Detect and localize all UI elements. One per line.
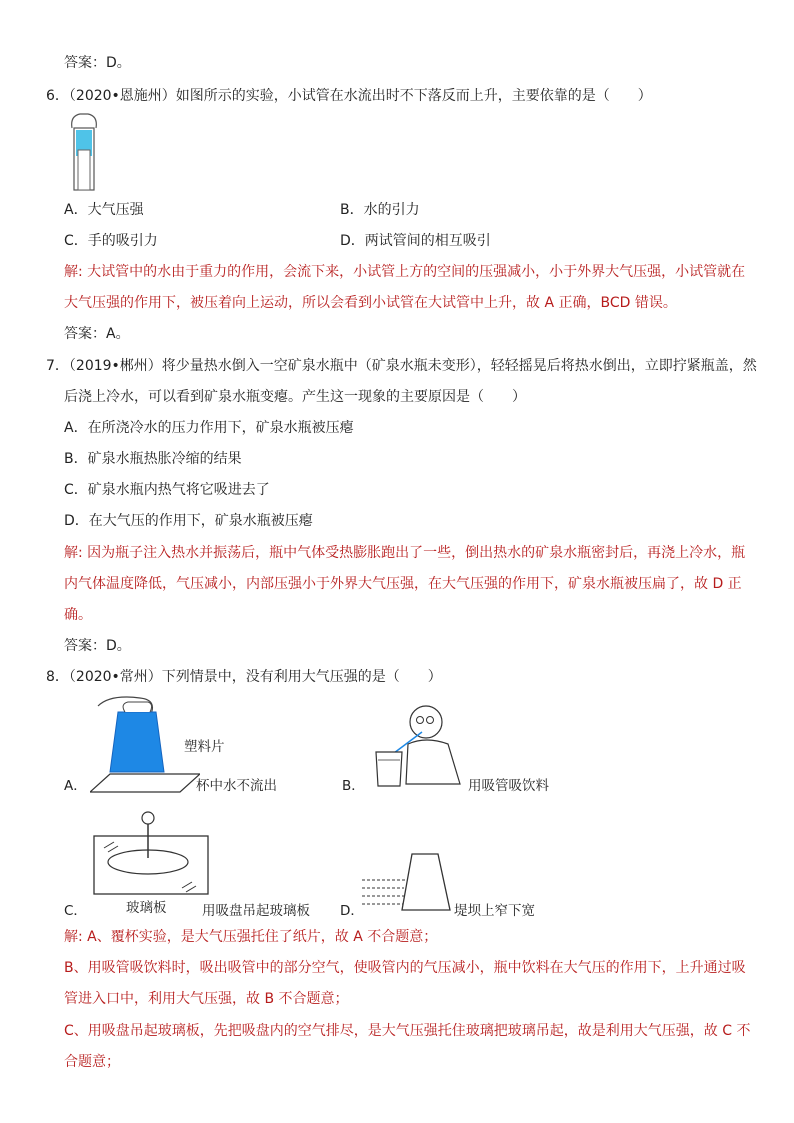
q6-test-tube-figure: [64, 110, 104, 194]
q6-solution-2: 大气压强的作用下，被压着向上运动，所以会看到小试管在大试管中上升，故 A 正确，BCD 错误。: [64, 295, 677, 311]
body: [406, 740, 460, 784]
q8-option-a-letter[interactable]: A．: [64, 778, 87, 794]
head-icon: [410, 706, 442, 738]
dam-body: [402, 854, 450, 910]
q8-fig-d-dam: [362, 850, 454, 914]
q7-solution-1: 解: 因为瓶子注入热水并振荡后，瓶中气体受热膨胀跑出了一些，倒出热水的矿泉水瓶密封后，再浇上冷水，瓶: [64, 545, 746, 561]
q7-solution-2: 内气体温度降低，气压减小，内部压强小于外界大气压强，在大气压强的作用下，矿泉水瓶被压扁了，故 D 正: [64, 576, 742, 592]
q8-option-d-caption: 堤坝上窄下宽: [454, 903, 535, 919]
q8-option-c-caption: 用吸盘吊起玻璃板: [202, 903, 310, 919]
q7-option-d[interactable]: D．在大气压的作用下，矿泉水瓶被压瘪: [64, 513, 313, 529]
q8-fig-a-label: 塑料片: [184, 739, 225, 755]
q7-option-b[interactable]: B．矿泉水瓶热胀冷缩的结果: [64, 451, 242, 467]
glare-2: [108, 846, 118, 852]
cup-water: [110, 712, 164, 772]
q8-solution-5: 合题意；: [64, 1054, 120, 1070]
q8-fig-c-label: 玻璃板: [126, 900, 167, 916]
q8-fig-b-drinking-straw: [372, 694, 468, 790]
q8-option-c-letter[interactable]: C．: [64, 903, 87, 919]
q8-stem: 8．（2020•常州）下列情景中，没有利用大气压强的是（ ）: [46, 669, 442, 685]
q7-stem-2: 后浇上冷水，可以看到矿泉水瓶变瘪。产生这一现象的主要原因是（ ）: [64, 389, 526, 405]
q8-solution-4: C、用吸盘吊起玻璃板，先把吸盘内的空气排尽，是大气压强托住玻璃把玻璃吊起，故是利用大气压强，故 C 不: [64, 1023, 751, 1039]
q7-solution-3: 确。: [64, 607, 92, 623]
fingers: [123, 702, 152, 712]
q8-option-b-caption: 用吸管吸饮料: [468, 778, 549, 794]
q5-answer: 答案：D。: [64, 55, 131, 71]
q8-option-d-letter[interactable]: D．: [340, 903, 364, 919]
q8-solution-1: 解: A、覆杯实验，是大气压强托住了纸片，故 A 不合题意；: [64, 929, 438, 945]
glass-cup: [376, 752, 402, 786]
inner-tube: [78, 150, 90, 190]
plastic-sheet-plane: [90, 774, 200, 792]
hook: [142, 812, 154, 824]
q7-option-c[interactable]: C．矿泉水瓶内热气将它吸进去了: [64, 482, 270, 498]
glare-4: [186, 886, 196, 892]
q6-option-d[interactable]: D．两试管间的相互吸引: [340, 233, 491, 249]
q7-option-a[interactable]: A．在所浇冷水的压力作用下，矿泉水瓶被压瘪: [64, 420, 354, 436]
q6-option-c[interactable]: C．手的吸引力: [64, 233, 158, 249]
q7-stem-1: 7．（2019•郴州）将少量热水倒入一空矿泉水瓶中（矿泉水瓶未变形），轻轻摇晃后将热水倒出，立即拧紧瓶盖，然: [46, 358, 757, 374]
hand-icon: [72, 114, 97, 128]
q6-stem: 6．（2020•恩施州）如图所示的实验，小试管在水流出时不下落反而上升，主要依靠的是（ ）: [46, 88, 652, 104]
q7-answer: 答案：D。: [64, 638, 131, 654]
q6-solution-1: 解: 大试管中的水由于重力的作用，会流下来，小试管上方的空间的压强减小，小于外界大气压强，小试管就在: [64, 264, 746, 280]
q6-answer: 答案：A。: [64, 326, 130, 342]
q6-option-a[interactable]: A．大气压强: [64, 202, 144, 218]
q8-option-b-letter[interactable]: B．: [342, 778, 365, 794]
q8-option-a-caption: 杯中水不流出: [196, 778, 277, 794]
q6-option-b[interactable]: B．水的引力: [340, 202, 420, 218]
q8-solution-2: B、用吸管吸饮料时，吸出吸管中的部分空气，使吸管内的气压减小，瓶中饮料在大气压的作用下，上升通过吸: [64, 960, 746, 976]
glare-3: [182, 882, 192, 888]
glass-pane: [94, 836, 208, 894]
q8-fig-c-suction-cup: [92, 808, 210, 900]
glare-1: [104, 842, 114, 848]
q8-solution-3: 管进入口中，利用大气压强，故 B 不合题意；: [64, 991, 349, 1007]
